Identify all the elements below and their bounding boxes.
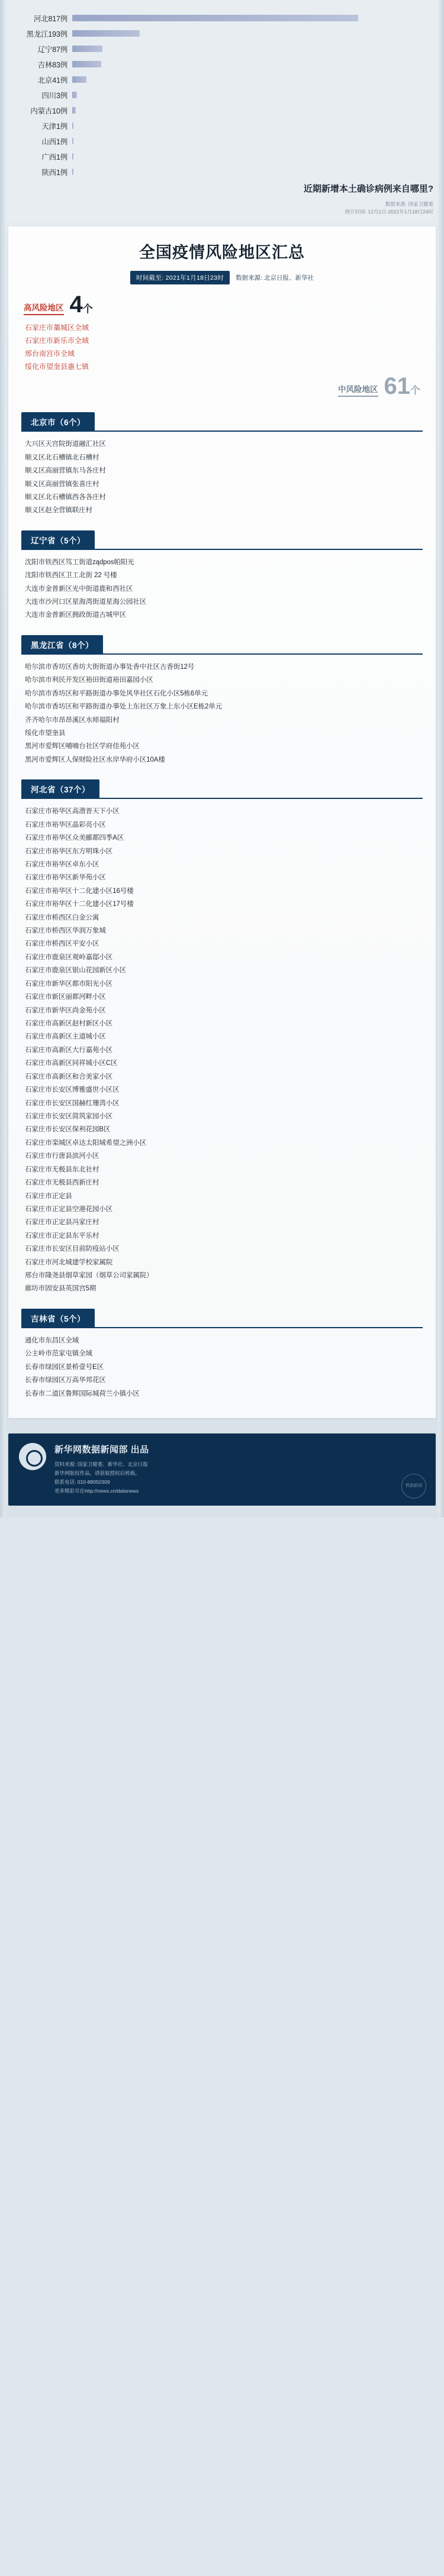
province-item: 齐齐哈尔市昂昂溪区水师福阳村 bbox=[25, 716, 120, 724]
province-group bbox=[8, 635, 436, 769]
province-item: 石家庄市正定县 bbox=[25, 1192, 72, 1200]
bar-label: 陕西1例 bbox=[41, 169, 67, 177]
bar-row bbox=[0, 103, 444, 118]
province-item: 哈尔滨市利民开发区裕田街道裕田嘉园小区 bbox=[25, 677, 153, 684]
bar-label: 北京41例 bbox=[37, 76, 67, 85]
source-bar-chart bbox=[0, 0, 444, 222]
chart-caption bbox=[0, 180, 444, 216]
mid-risk-count: 61个 bbox=[384, 373, 420, 400]
province-item-list bbox=[21, 802, 423, 1298]
footer-line: 新华网版权作品，请获取授权后转载。 bbox=[54, 1470, 140, 1476]
bar-fill bbox=[72, 122, 73, 129]
province-item: 石家庄市裕华区卓东小区 bbox=[25, 860, 99, 868]
province-item: 石家庄市长安区国赫红珊湾小区 bbox=[25, 1099, 120, 1107]
province-item: 石家庄市正定县东平乐村 bbox=[25, 1232, 99, 1240]
bar-fill bbox=[72, 138, 73, 144]
province-item: 哈尔滨市香坊区香坊大街街道办事处香中社区古香街12号 bbox=[25, 663, 195, 671]
province-item-list bbox=[21, 554, 423, 624]
meta-source: 数据来源: 北京日报、新华社 bbox=[236, 274, 314, 281]
province-item: 石家庄市高新区同祥城小区C区 bbox=[25, 1060, 118, 1067]
chart-title: 近期新增本土确诊病例来自哪里? bbox=[303, 184, 433, 194]
bar-label: 四川3例 bbox=[41, 92, 67, 100]
province-item: 石家庄市正定县空港花园小区 bbox=[25, 1205, 113, 1213]
bar-fill bbox=[72, 30, 140, 37]
province-item: 石家庄市高新区主道城小区 bbox=[25, 1033, 106, 1041]
province-groups bbox=[8, 412, 436, 1403]
footer-stamp: 数据新闻 bbox=[401, 1474, 426, 1499]
bar-list bbox=[0, 11, 444, 180]
bar-label: 山西1例 bbox=[41, 138, 67, 146]
bar-fill bbox=[72, 169, 73, 175]
province-header: 河北省（37个） bbox=[21, 779, 99, 798]
mid-risk-head bbox=[24, 373, 420, 400]
province-item: 石家庄市新华区尚金苑小区 bbox=[25, 1007, 106, 1014]
province-item: 石家庄市无极县西新庄村 bbox=[25, 1179, 99, 1187]
bar-fill bbox=[72, 61, 101, 67]
mid-risk-label: 中风险地区 bbox=[338, 383, 378, 397]
bar-label: 广西1例 bbox=[41, 153, 67, 161]
province-item: 石家庄市鹿泉区观岭嘉邸小区 bbox=[25, 953, 113, 961]
left-edge-shadow bbox=[0, 0, 6, 1517]
province-group bbox=[8, 779, 436, 1298]
province-item: 石家庄市长安区保利花园B区 bbox=[25, 1126, 111, 1134]
high-risk-list bbox=[24, 315, 420, 376]
province-item: 石家庄市正定县冯家庄村 bbox=[25, 1219, 99, 1226]
footer-title: 新华网数据新闻部 出品 bbox=[54, 1444, 149, 1455]
province-item: 石家庄市裕华区十二化建小区16号楼 bbox=[25, 887, 134, 895]
province-item: 沈阳市铁西区笃工街道ządpos帕阳光 bbox=[25, 558, 134, 566]
high-risk-item: 石家庄市藁城区全域 bbox=[25, 323, 89, 332]
province-group bbox=[8, 530, 436, 624]
province-item: 石家庄市栾城区卓达太阳城希望之洲小区 bbox=[25, 1139, 147, 1147]
province-item-list bbox=[21, 435, 423, 520]
bar-row bbox=[0, 26, 444, 41]
province-item: 顺义区北石槽镇北石槽村 bbox=[25, 454, 99, 461]
bar-track bbox=[72, 134, 444, 149]
footer-lines bbox=[54, 1460, 425, 1496]
province-item: 绥化市望奎县 bbox=[25, 730, 66, 737]
province-item: 长春市绿园区景桥壹号E区 bbox=[25, 1363, 104, 1371]
province-item: 石家庄市河北城建学校家属院 bbox=[25, 1258, 113, 1266]
bar-row bbox=[0, 57, 444, 72]
province-item: 石家庄市鹿泉区银山花园新区小区 bbox=[25, 967, 126, 975]
province-item: 长春市绿园区万高华邦花区 bbox=[25, 1377, 106, 1384]
province-item: 黑河市爱辉区人保财险社区水岸华府小区10A楼 bbox=[25, 756, 165, 763]
bar-track bbox=[72, 118, 444, 134]
bar-track bbox=[72, 26, 444, 41]
bar-track bbox=[72, 164, 444, 180]
xinhua-logo-icon bbox=[19, 1443, 46, 1470]
province-item: 石家庄市裕华区晶彩亮小区 bbox=[25, 821, 106, 829]
province-item: 石家庄市高新区和合美家小区 bbox=[25, 1073, 113, 1080]
province-item: 石家庄市长安区博雅盛世小区区 bbox=[25, 1086, 120, 1094]
high-risk-item: 石家庄市新乐市全域 bbox=[25, 336, 89, 345]
province-item: 哈尔滨市香坊区和平路街道办事处风华社区石化小区5栋6单元 bbox=[25, 690, 208, 697]
bar-row bbox=[0, 134, 444, 149]
province-item: 石家庄市长安区目前防疫站小区 bbox=[25, 1245, 120, 1253]
footer-line: 更多精彩尽在http://news.cn/datanews bbox=[54, 1487, 139, 1494]
footer-line: 联系电话: 010-88050309 bbox=[54, 1478, 110, 1485]
high-risk-item: 绥化市望奎县惠七镇 bbox=[25, 363, 89, 371]
bar-label: 辽宁87例 bbox=[37, 46, 67, 54]
province-item: 长春市二道区鲁辉国际城荷兰小镇小区 bbox=[25, 1390, 140, 1397]
bar-track bbox=[72, 11, 444, 26]
province-item: 大兴区天宫院街道融汇社区 bbox=[25, 441, 106, 448]
province-item: 石家庄市桥西区白金公寓 bbox=[25, 914, 99, 921]
province-item: 顺义区北石槽镇西各各庄村 bbox=[25, 493, 106, 501]
bar-label: 吉林83例 bbox=[37, 61, 67, 69]
province-item: 黑河市爱辉区哺喃台社区学府佳苑小区 bbox=[25, 743, 140, 750]
province-item: 石家庄市裕华区众美郦都四季A区 bbox=[25, 834, 124, 842]
high-risk-item: 邢台南宫市全域 bbox=[25, 349, 75, 358]
bar-label: 黑龙江193例 bbox=[26, 30, 67, 38]
province-item: 石家庄市新区丽都河畔小区 bbox=[25, 993, 106, 1001]
province-item: 石家庄市高新区大行嘉苑小区 bbox=[25, 1046, 113, 1054]
bar-row bbox=[0, 88, 444, 103]
province-item: 石家庄市高新区赵村新区小区 bbox=[25, 1020, 113, 1028]
footer-content bbox=[54, 1443, 425, 1496]
bar-row bbox=[0, 149, 444, 164]
bar-fill bbox=[72, 15, 358, 21]
high-risk-label: 高风险地区 bbox=[24, 301, 64, 315]
province-item: 石家庄市无极县东北社村 bbox=[25, 1166, 99, 1173]
province-header: 黑龙江省（8个） bbox=[21, 635, 103, 654]
province-item: 廊坊市固安县英国宫5期 bbox=[25, 1285, 96, 1293]
bar-row bbox=[0, 118, 444, 134]
high-risk-head bbox=[24, 291, 420, 318]
chart-source-2: 统计时间: 12月1日-2021年1月18日24时 bbox=[345, 208, 433, 215]
risk-summary-card bbox=[8, 226, 436, 1418]
province-item: 石家庄市桥西区华润万象城 bbox=[25, 927, 106, 935]
bar-track bbox=[72, 88, 444, 103]
bar-row bbox=[0, 72, 444, 88]
province-item: 石家庄市行唐县滨河小区 bbox=[25, 1153, 99, 1160]
bar-label: 天津1例 bbox=[41, 122, 67, 131]
province-item: 石家庄市裕华区高潜普天下小区 bbox=[25, 808, 120, 815]
province-header: 北京市（6个） bbox=[21, 412, 95, 431]
bar-fill bbox=[72, 76, 86, 83]
bar-track bbox=[72, 57, 444, 72]
bar-fill bbox=[72, 92, 77, 98]
province-item: 沈阳市铁西区卫工北街 22 号楼 bbox=[25, 572, 117, 580]
province-item: 顺义区赵全营镇联庄村 bbox=[25, 507, 92, 514]
bar-row bbox=[0, 41, 444, 57]
bar-fill bbox=[72, 153, 73, 160]
bar-label: 河北817例 bbox=[33, 15, 67, 23]
province-group bbox=[8, 412, 436, 520]
province-item-list bbox=[21, 1332, 423, 1403]
province-item: 石家庄市裕华区十二化建小区17号楼 bbox=[25, 901, 134, 908]
high-risk-unit: 个 bbox=[82, 303, 93, 315]
bar-label: 内蒙古10例 bbox=[30, 107, 67, 115]
bar-track bbox=[72, 149, 444, 164]
bar-track bbox=[72, 72, 444, 88]
province-item: 大连市沙河口区星海湾街道星海公园社区 bbox=[25, 598, 147, 606]
province-item: 石家庄市裕华区新华苑小区 bbox=[25, 874, 106, 882]
risk-block bbox=[8, 291, 436, 402]
meta-bar bbox=[8, 271, 436, 294]
bar-track bbox=[72, 41, 444, 57]
province-group bbox=[8, 1309, 436, 1403]
high-risk-count: 4个 bbox=[69, 291, 93, 318]
province-item: 石家庄市裕华区东方明珠小区 bbox=[25, 847, 113, 855]
province-item: 哈尔滨市香坊区和平路街道办事处上东社区万象上东小区E栋2单元 bbox=[25, 703, 223, 711]
province-header: 吉林省（5个） bbox=[21, 1309, 95, 1328]
province-header: 辽宁省（5个） bbox=[21, 530, 95, 549]
bar-row bbox=[0, 11, 444, 26]
province-item: 石家庄市长安区简筑家园小区 bbox=[25, 1112, 113, 1120]
footer bbox=[8, 1433, 436, 1506]
mid-risk-unit: 个 bbox=[410, 385, 420, 397]
bar-fill bbox=[72, 107, 76, 114]
province-item: 通化市东昌区全域 bbox=[25, 1336, 79, 1344]
bar-track bbox=[72, 103, 444, 118]
province-item: 公主岭市范家屯镇全域 bbox=[25, 1350, 92, 1358]
province-item: 邢台市隆尧县烟草家园（烟草公司家属院） bbox=[25, 1272, 153, 1280]
province-item: 顺义区高丽营镇张喜庄村 bbox=[25, 480, 99, 488]
page-title: 全国疫情风险地区汇总 bbox=[139, 243, 305, 261]
meta-timestamp: 时间截至: 2021年1月18日23时 bbox=[130, 271, 230, 284]
province-item: 大连市金普新区拥政街道古城甲区 bbox=[25, 611, 126, 619]
bar-fill bbox=[72, 46, 102, 52]
province-item: 石家庄市桥西区平安小区 bbox=[25, 940, 99, 948]
right-edge-shadow bbox=[438, 0, 444, 1517]
province-item: 石家庄市新华区都市阳光小区 bbox=[25, 980, 113, 988]
bar-row bbox=[0, 164, 444, 180]
province-item: 顺义区高丽营镇东马各庄村 bbox=[25, 467, 106, 475]
chart-source-1: 数据来源: 国家卫健委 bbox=[385, 201, 433, 207]
footer-line: 资料来源: 国家卫健委、新华社、北京日报 bbox=[54, 1461, 148, 1467]
province-item-list bbox=[21, 658, 423, 769]
province-item: 大连市金普新区光中街道鹿和西社区 bbox=[25, 585, 133, 593]
